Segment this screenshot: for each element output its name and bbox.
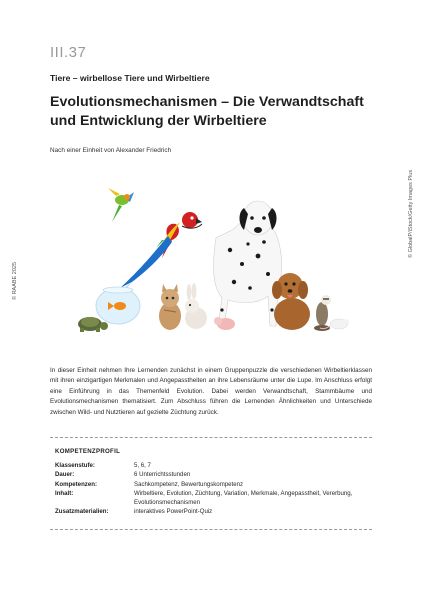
profile-label: Dauer: — [55, 471, 75, 479]
copyright-left: © RAABE 2025 — [12, 262, 18, 300]
kitten — [159, 284, 181, 330]
profile-row-extras — [55, 507, 372, 516]
title-line-1: Evolutionsmechanismen – Die Verwandtschaft — [50, 94, 364, 110]
profile-value: Sachkompetenz, Bewertungskompetenz — [134, 480, 244, 488]
image-credit-right: © GlobalP/iStock/Getty Images Plus — [408, 169, 414, 258]
intro-paragraph: In dieser Einheit nehmen Ihre Lernenden zunächst in einem Gruppenpuzzle die verschiedenen Wirbeltierklassen mit ihren einzigartigen Merkmalen und Angepasstheiten an ihre Lebensräume unter die Lupe. Im Anschluss erfolgt eine Einführung in das Themenfeld Evolution. Dabei werden Verwandtschaft, Stammbäume und Evolutionsmechanismen thematisiert. Zum Abschluss führen die Lernenden Ähnlichkeiten und Unterschiede zwischen Wild- und Nutztieren auf gezielte Züchtung zurück. — [50, 367, 372, 416]
profile-value: 5, 6, 7 — [134, 462, 151, 469]
ferret — [314, 295, 331, 331]
topic-subtitle: Tiere – wirbellose Tiere und Wirbeltiere — [50, 73, 210, 83]
profile-row-content — [55, 489, 372, 508]
flying-parrot — [108, 188, 134, 222]
profile-label: Kompetenzen: — [55, 480, 97, 488]
macaw — [116, 212, 202, 296]
profile-row-competences — [55, 480, 372, 489]
profile-label: Klassenstufe: — [55, 462, 95, 469]
page-title — [50, 93, 370, 131]
section-number: III.37 — [50, 44, 87, 61]
profile-row-duration — [55, 470, 372, 479]
profile-value: Wirbeltiere, Evolution, Züchtung, Variation, Merkmale, Angepasstheit, Vererbung, Evolutionsmechanismen — [134, 489, 353, 507]
competence-profile — [50, 437, 372, 530]
animals-illustration — [72, 178, 352, 340]
piglet — [214, 317, 235, 330]
profile-value: interaktives PowerPoint-Quiz — [134, 508, 213, 516]
title-line-2: und Entwicklung der Wirbeltiere — [50, 113, 267, 129]
profile-label: Inhalt: — [55, 489, 74, 497]
fishbowl — [96, 287, 140, 324]
profile-row-grade — [55, 461, 372, 470]
author-line: Nach einer Einheit von Alexander Friedrich — [50, 147, 172, 154]
profile-label: Zusatzmaterialien: — [55, 508, 109, 516]
poodle-puppy — [272, 273, 310, 330]
rabbit — [185, 283, 207, 329]
dalmatian-dog — [214, 201, 282, 326]
profile-value: 6 Unterrichtsstunden — [134, 471, 191, 479]
competence-profile-heading: KOMPETENZPROFIL — [55, 448, 121, 455]
